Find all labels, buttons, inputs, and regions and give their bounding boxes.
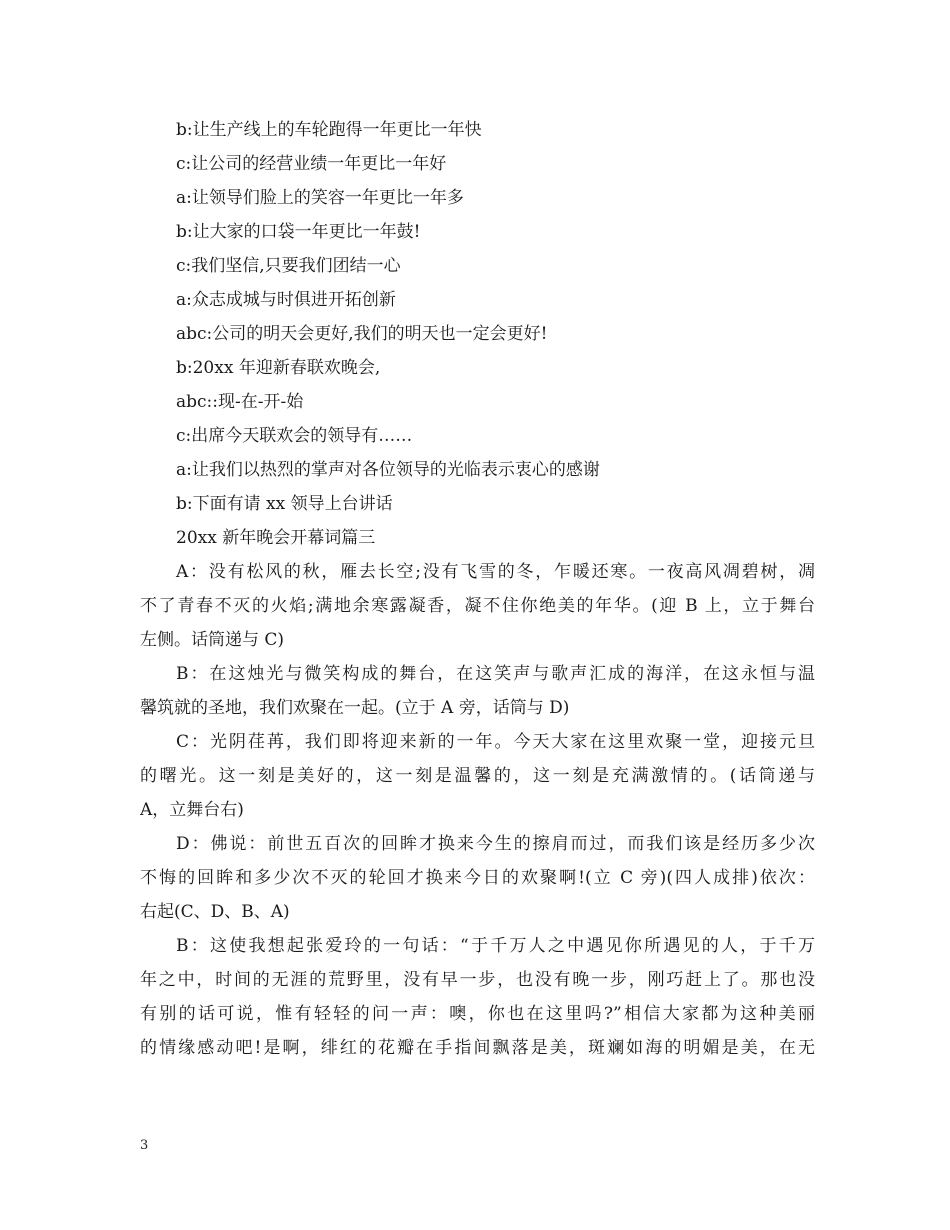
page-number: 3 <box>140 1138 149 1153</box>
text-line: abc:公司的明天会更好,我们的明天也一定会更好! <box>176 324 548 344</box>
paragraph-line: 不悔的回眸和多少次不灭的轮回才换来今日的欢聚啊!(立 C 旁)(四人成排)依次： <box>140 868 815 888</box>
paragraph-line: 左侧。话筒递与 C) <box>140 630 285 650</box>
text-line: c:我们坚信,只要我们团结一心 <box>176 256 401 276</box>
text-line: c:让公司的经营业绩一年更比一年好 <box>176 154 447 174</box>
paragraph-line: 的情缘感动吧!是啊，绯红的花瓣在手指间飘落是美，斑斓如海的明媚是美，在无 <box>140 1038 815 1058</box>
paragraph-line: A，立舞台右) <box>140 800 244 820</box>
text-line: b:让大家的口袋一年更比一年鼓! <box>176 222 421 242</box>
paragraph-line: B：这使我想起张爱玲的一句话：“于千万人之中遇见你所遇见的人，于千万 <box>176 936 815 956</box>
paragraph-line: D：佛说：前世五百次的回眸才换来今生的擦肩而过，而我们该是经历多少次 <box>176 834 815 854</box>
text-line: a:让我们以热烈的掌声对各位领导的光临表示衷心的感谢 <box>176 460 600 480</box>
paragraph-d <box>140 827 815 929</box>
section-heading: 20xx 新年晚会开幕词篇三 <box>176 528 376 548</box>
paragraph-a <box>140 555 815 657</box>
text-line: b:20xx 年迎新春联欢晚会, <box>176 358 381 378</box>
paragraph-b2 <box>140 929 815 1065</box>
text-line: b:下面有请 xx 领导上台讲话 <box>176 494 393 514</box>
text-line: abc::现-在-开-始 <box>176 392 304 412</box>
paragraph-line: 有别的话可说，惟有轻轻的问一声：噢，你也在这里吗?”相信大家都为这种美丽 <box>140 1004 815 1024</box>
paragraph-line: 右起(C、D、B、A) <box>140 902 290 922</box>
paragraph-line: 年之中，时间的无涯的荒野里，没有早一步，也没有晚一步，刚巧赶上了。那也没 <box>140 970 815 990</box>
paragraph-line: 不了青春不灭的火焰;满地余寒露凝香，凝不住你绝美的年华。(迎 B 上，立于舞台 <box>140 596 815 616</box>
paragraph-line: B：在这烛光与微笑构成的舞台，在这笑声与歌声汇成的海洋，在这永恒与温 <box>176 664 815 684</box>
paragraph-line: 馨筑就的圣地，我们欢聚在一起。(立于 A 旁，话筒与 D) <box>140 698 570 718</box>
paragraph-line: C：光阴荏苒，我们即将迎来新的一年。今天大家在这里欢聚一堂，迎接元旦 <box>176 732 815 752</box>
text-line: b:让生产线上的车轮跑得一年更比一年快 <box>176 120 482 140</box>
text-line: a:众志成城与时俱进开拓创新 <box>176 290 396 310</box>
text-line: a:让领导们脸上的笑容一年更比一年多 <box>176 188 464 208</box>
paragraph-b <box>140 657 815 725</box>
document-body <box>140 113 815 1065</box>
text-line: c:出席今天联欢会的领导有…… <box>176 426 413 446</box>
paragraph-c <box>140 725 815 827</box>
paragraph-line: 的曙光。这一刻是美好的，这一刻是温馨的，这一刻是充满激情的。(话筒递与 <box>140 766 815 786</box>
paragraph-line: A：没有松风的秋，雁去长空;没有飞雪的冬，乍暖还寒。一夜高风凋碧树，凋 <box>176 562 815 582</box>
